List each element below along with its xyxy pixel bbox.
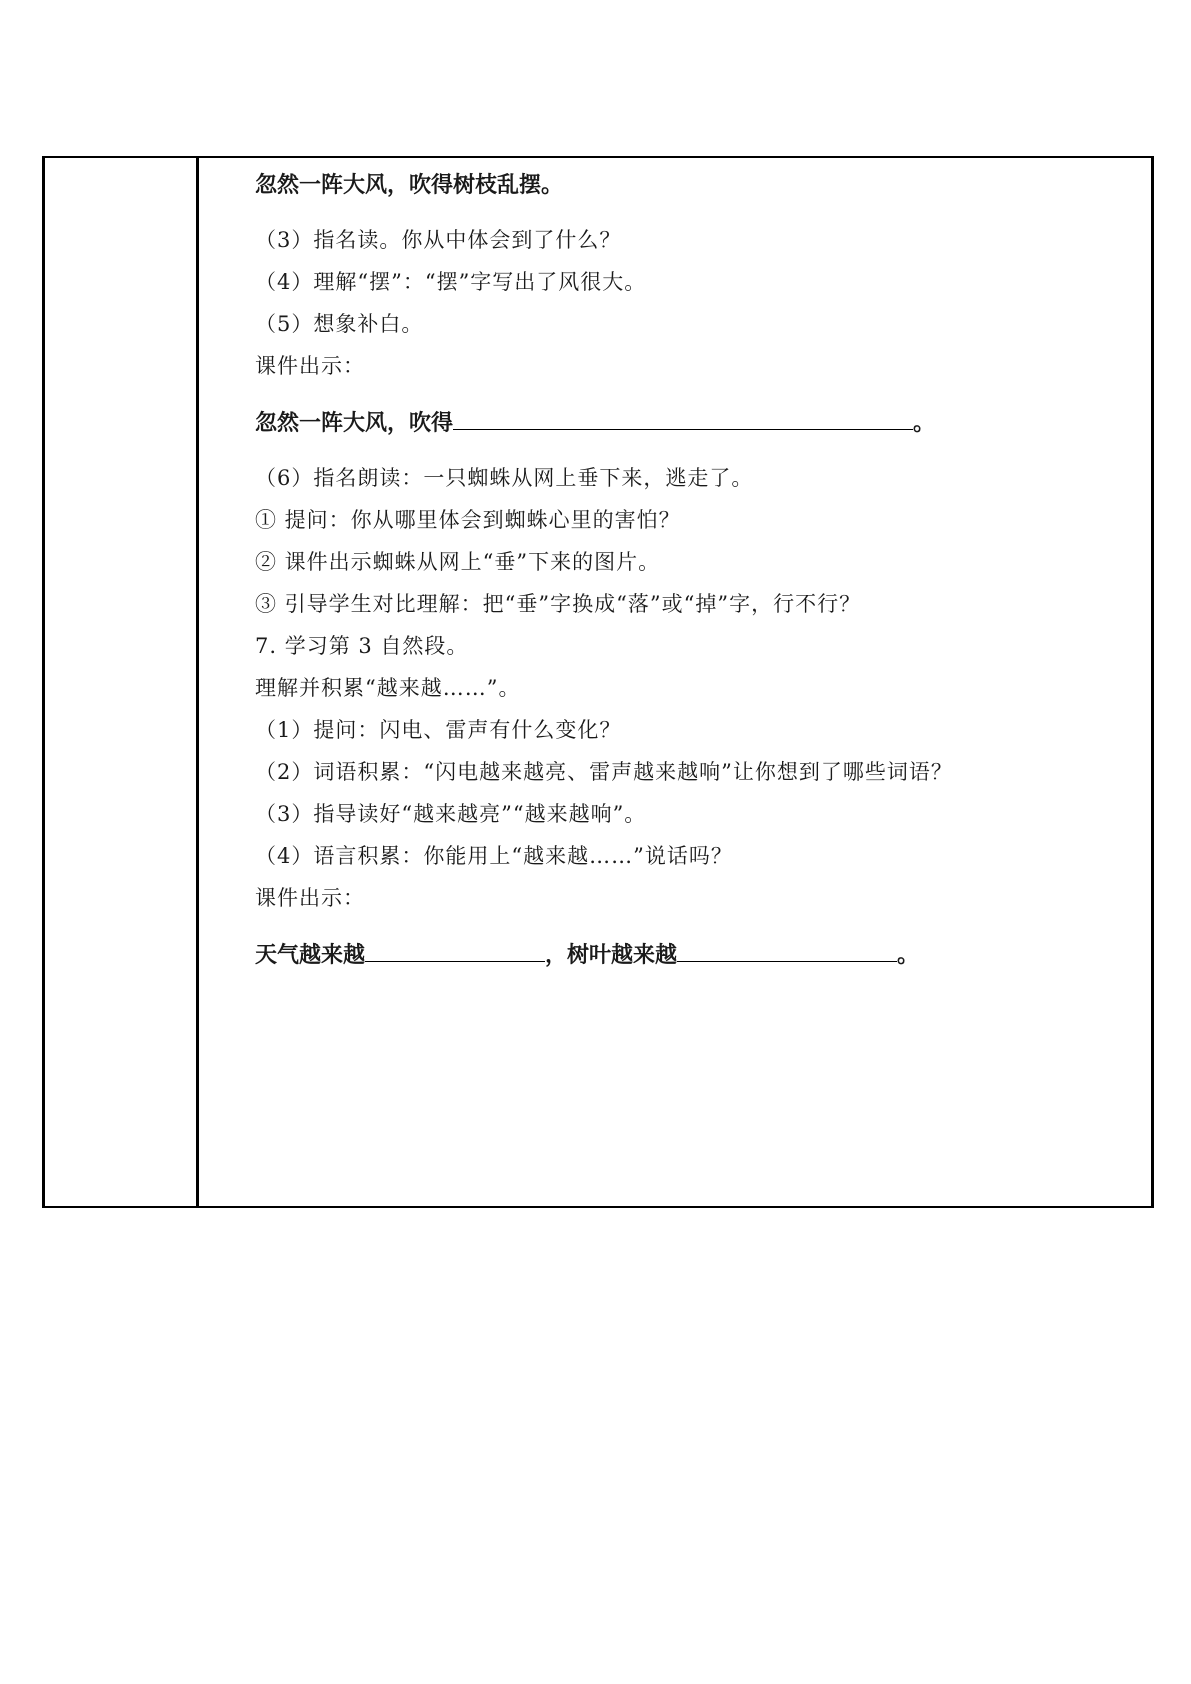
section-7-step-2: （2）词语积累：“闪电越来越亮、雷声越来越响”让你想到了哪些词语？ — [255, 760, 953, 784]
step-6: （6）指名朗读：一只蜘蛛从网上垂下来，逃走了。 — [255, 466, 754, 490]
step-3: （3）指名读。你从中体会到了什么？ — [255, 228, 622, 252]
blank-line — [677, 939, 897, 962]
step-6-item-2: ② 课件出示蜘蛛从网上“垂”下来的图片。 — [255, 550, 661, 574]
courseware-label-1: 课件出示： — [255, 354, 365, 378]
step-5: （5）想象补白。 — [255, 312, 424, 336]
blank-line — [365, 939, 545, 962]
fill-in-period: 。 — [897, 943, 920, 968]
column-divider — [196, 158, 199, 1206]
section-7-heading: 7. 学习第 3 自然段。 — [255, 634, 469, 658]
step-4: （4）理解“摆”：“摆”字写出了风很大。 — [255, 270, 647, 294]
lesson-table — [42, 156, 1154, 1208]
fill-in-sentence-1 — [255, 406, 935, 437]
fill-in-sentence-2 — [255, 938, 919, 969]
section-7-step-1: （1）提问：闪电、雷声有什么变化？ — [255, 718, 622, 742]
example-sentence-1: 忽然一阵大风，吹得树枝乱摆。 — [255, 173, 564, 198]
fill-in-part-1: 天气越来越 — [255, 943, 366, 968]
fill-in-period: 。 — [913, 411, 936, 436]
step-6-item-3: ③ 引导学生对比理解：把“垂”字换成“落”或“掉”字，行不行？ — [255, 592, 862, 616]
courseware-label-2: 课件出示： — [255, 886, 365, 910]
fill-in-part-2: ，树叶越来越 — [545, 943, 678, 968]
section-7-step-4: （4）语言积累：你能用上“越来越……”说话吗？ — [255, 844, 733, 868]
section-7-intro: 理解并积累“越来越……”。 — [255, 676, 521, 700]
blank-line — [453, 407, 913, 430]
section-7-step-3: （3）指导读好“越来越亮”“越来越响”。 — [255, 802, 647, 826]
step-6-item-1: ① 提问：你从哪里体会到蜘蛛心里的害怕？ — [255, 508, 681, 532]
fill-in-prefix: 忽然一阵大风，吹得 — [255, 411, 454, 436]
